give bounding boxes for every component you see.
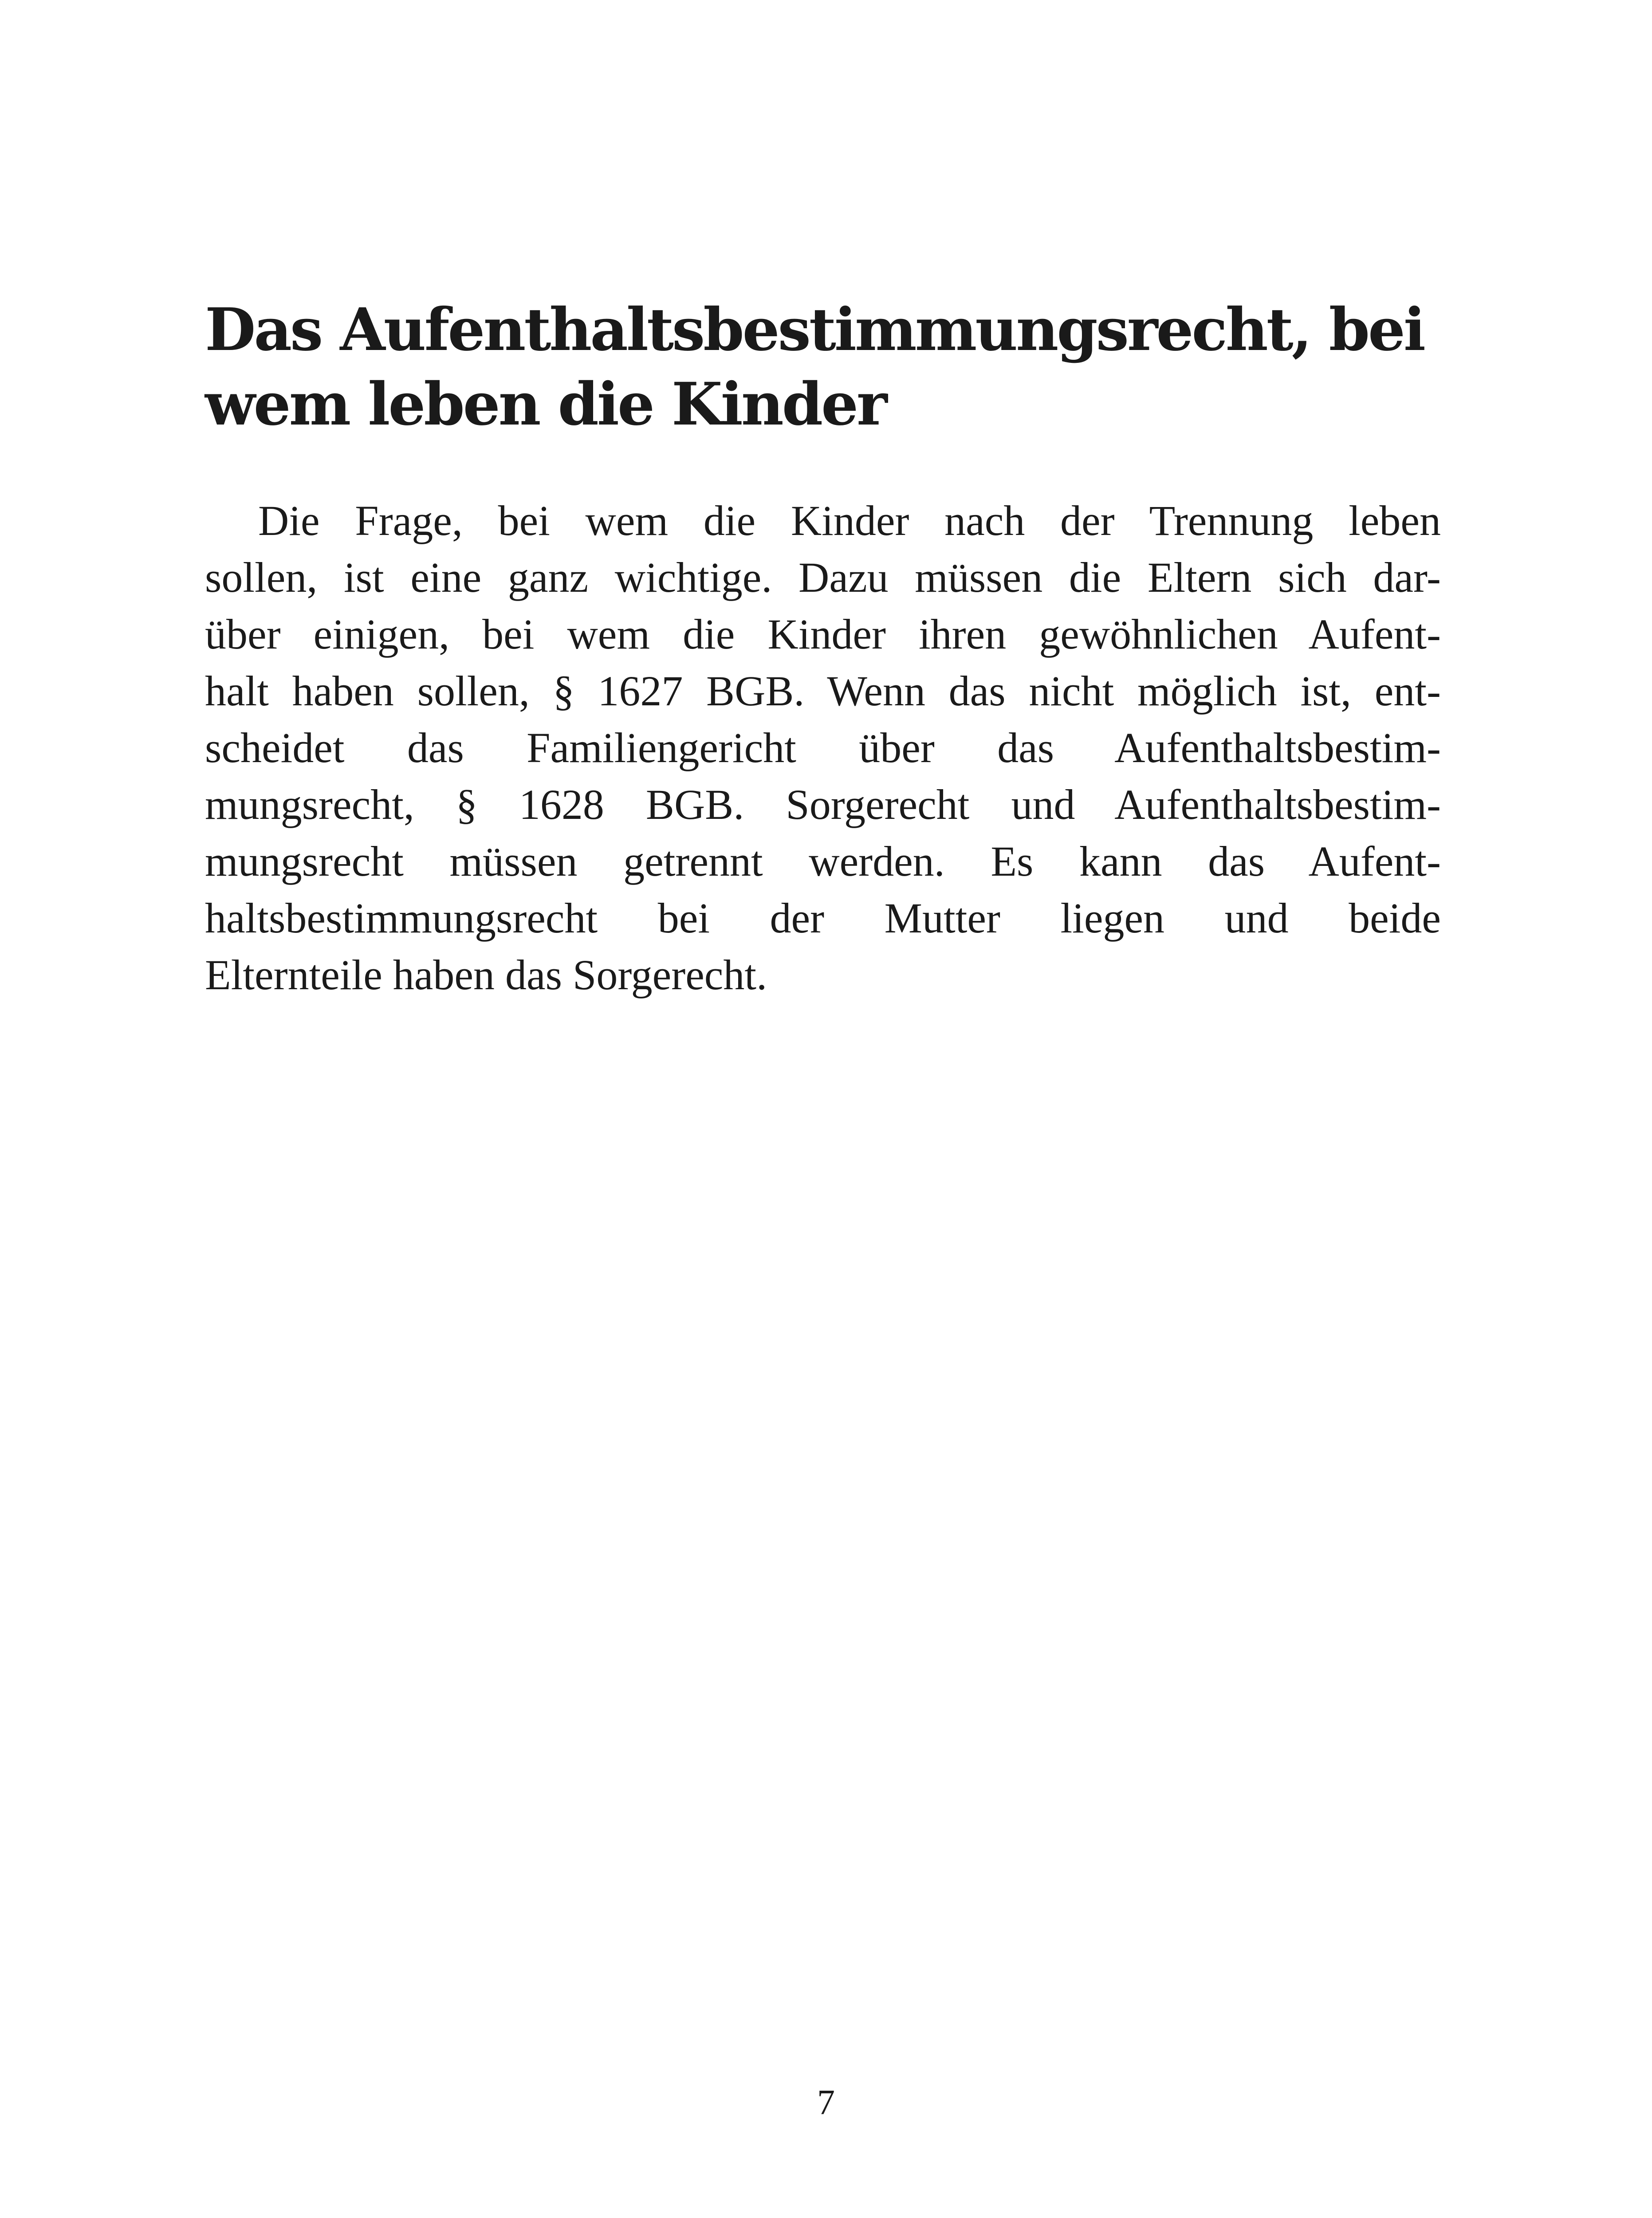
section-heading-line-1: Das Aufenthaltsbestimmungsrecht, bei	[205, 295, 1424, 364]
body-paragraph	[205, 492, 1441, 1003]
paragraph-line: über einigen, bei wem die Kinder ihren gewöhnlichen Aufent-	[205, 610, 1441, 658]
page-number: 7	[817, 2083, 835, 2122]
section-heading	[205, 293, 1447, 442]
paragraph-line: Elternteile haben das Sorgerecht.	[205, 951, 767, 999]
paragraph-line: sollen, ist eine ganz wichtige. Dazu müssen die Eltern sich dar-	[205, 554, 1441, 601]
section-heading-line-2: wem leben die Kinder	[205, 370, 886, 439]
paragraph-line: Die Frage, bei wem die Kinder nach der Trennung leben	[258, 497, 1441, 544]
paragraph-line: mungsrecht müssen getrennt werden. Es kann das Aufent-	[205, 838, 1441, 885]
paragraph-line: scheidet das Familiengericht über das Aufenthaltsbestim-	[205, 724, 1441, 771]
paragraph-line: halt haben sollen, § 1627 BGB. Wenn das nicht möglich ist, ent-	[205, 667, 1441, 715]
paragraph-line: haltsbestimmungsrecht bei der Mutter liegen und beide	[205, 894, 1441, 942]
paragraph-line: mungsrecht, § 1628 BGB. Sorgerecht und Aufenthaltsbestim-	[205, 781, 1441, 828]
